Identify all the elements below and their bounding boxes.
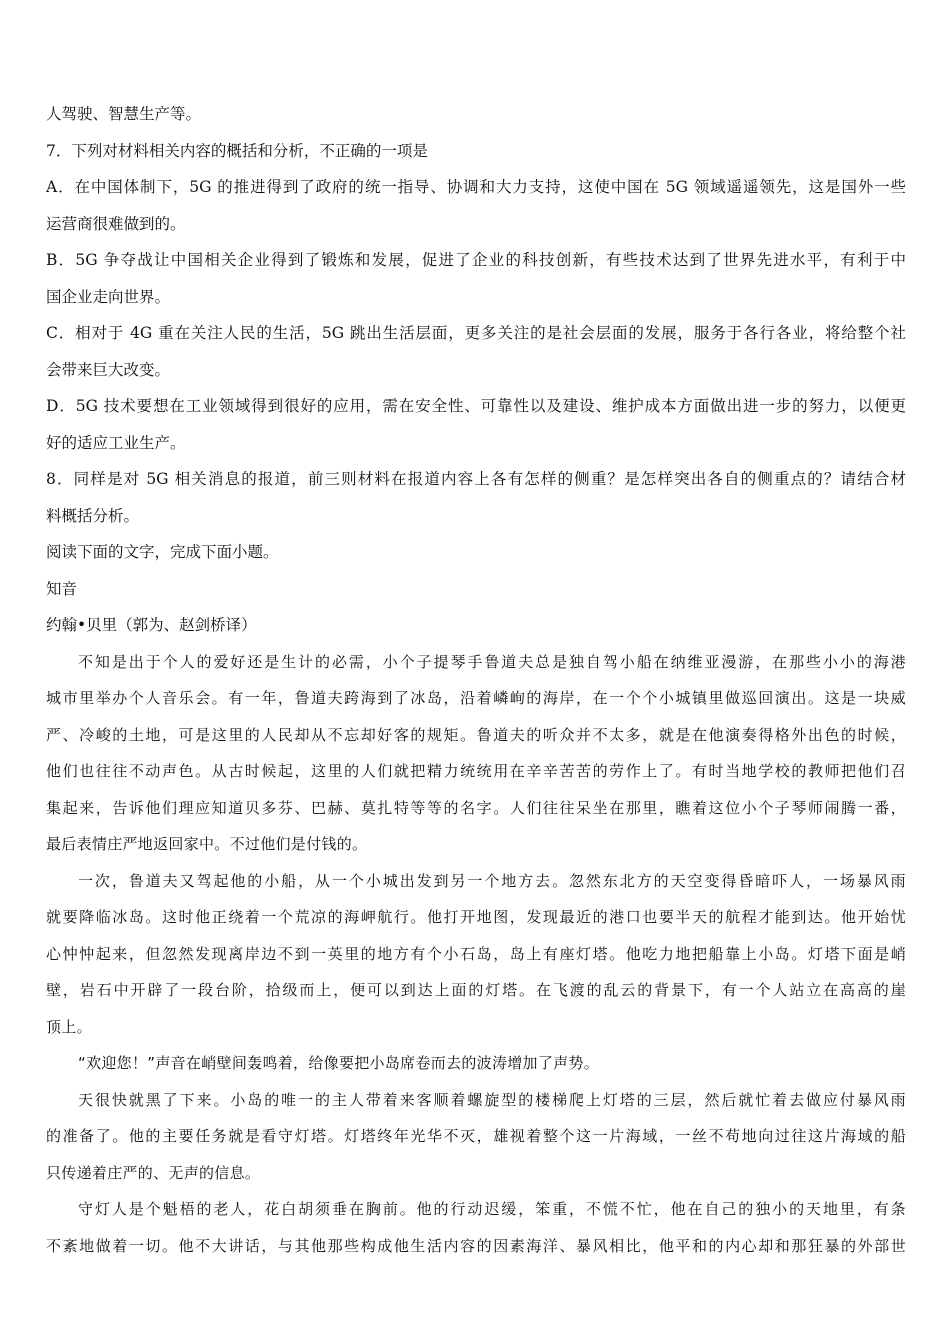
story-paragraph-1-line: 不知是出于个人的爱好还是生计的必需，小个子提琴手鲁道夫总是独自驾小船在纳维亚漫游，在那些小小的海港 [78,652,906,671]
story-paragraph-5-line: 守灯人是个魁梧的老人，花白胡须垂在胸前。他的行动迟缓，笨重，不慌不忙，他在自己的独小的天地里，有条 [78,1200,906,1218]
story-paragraph-4-line: 天很快就黑了下来。小岛的唯一的主人带着来客顺着螺旋型的楼梯爬上灯塔的三层，然后就忙着去做应付暴风雨 [78,1090,906,1109]
story-author: 约翰•贝里（郭为、赵剑桥译） [46,616,257,634]
document-page [46,96,906,1264]
story-paragraph-2-line: 壁，岩石中开辟了一段台阶，拾级而上，便可以到达上面的灯塔。在飞渡的乱云的背景下，有一个人站立在高高的崖 [46,981,906,999]
story-paragraph-2-line: 顶上。 [46,1017,92,1036]
option-d-line-2: 好的适应工业生产。 [46,433,186,452]
story-paragraph-1-line: 集起来，告诉他们理应知道贝多芬、巴赫、莫扎特等等的名字。人们往往呆坐在那里，瞧着这位小个子琴师闹腾一番， [46,798,906,817]
option-b-line-1: B．5G 争夺战让中国相关企业得到了锻炼和发展，促进了企业的科技创新，有些技术达到了世界先进水平，有利于中 [46,251,906,269]
story-paragraph-4-line: 只传递着庄严的、无声的信息。 [46,1163,261,1182]
story-paragraph-3: “欢迎您！”声音在峭壁间轰鸣着，给像要把小岛席卷而去的波涛增加了声势。 [78,1054,600,1072]
reading-instruction: 阅读下面的文字，完成下面小题。 [46,543,279,561]
story-paragraph-1-line: 他们也往往不动声色。从古时候起，这里的人们就把精力统统用在辛辛苦苦的劳作上了。有时当地学校的教师把他们召 [46,762,906,780]
story-paragraph-2-line: 心忡忡起来，但忽然发现离岸边不到一英里的地方有个小石岛，岛上有座灯塔。他吃力地把船靠上小岛。灯塔下面是峭 [46,944,906,963]
story-paragraph-2-line: 就要降临冰岛。这时他正绕着一个荒凉的海岬航行。他打开地图，发现最近的港口也要半天的航程才能到达。他开始忧 [46,908,906,926]
story-paragraph-2-line: 一次，鲁道夫又驾起他的小船，从一个小城出发到另一个地方去。忽然东北方的天空变得昏暗吓人，一场暴风雨 [78,871,906,890]
option-a-line-2: 运营商很难做到的。 [46,214,186,233]
option-b-line-2: 国企业走向世界。 [46,287,171,306]
intro-tail-text: 人驾驶、智慧生产等。 [46,105,202,123]
story-paragraph-4-line: 的准备了。他的主要任务就是看守灯塔。灯塔终年光华不灭，雄视着整个这一片海域，一丝不苟地向过往这片海域的船 [46,1127,906,1145]
story-paragraph-1-line: 城市里举办个人音乐会。有一年，鲁道夫跨海到了冰岛，沿着嶙峋的海岸，在一个个小城镇里做巡回演出。这是一块威 [46,689,906,707]
option-c-line-2: 会带来巨大改变。 [46,360,171,379]
story-paragraph-1-line: 严、冷峻的土地，可是这里的人民却从不忘却好客的规矩。鲁道夫的听众并不太多，就是在他演奏得格外出色的时候， [46,725,906,744]
story-title: 知音 [46,579,78,598]
question-8-line-2: 料概括分析。 [46,506,140,525]
story-paragraph-1-line: 最后表情庄严地返回家中。不过他们是付钱的。 [46,835,368,853]
option-c-line-1: C．相对于 4G 重在关注人民的生活，5G 跳出生活层面，更多关注的是社会层面的发展，服务于各行各业，将给整个社 [46,324,906,342]
story-paragraph-5-line: 不紊地做着一切。他不大讲话，与其他那些构成他生活内容的因素海洋、暴风相比，他平和的内心却和那狂暴的外部世 [46,1236,906,1255]
option-d-line-1: D．5G 技术要想在工业领域得到很好的应用，需在安全性、可靠性以及建设、维护成本方面做出进一步的努力，以便更 [46,397,906,415]
question-7-stem: 7．下列对材料相关内容的概括和分析，不正确的一项是 [46,141,428,160]
question-8-line-1: 8．同样是对 5G 相关消息的报道，前三则材料在报道内容上各有怎样的侧重？是怎样突出各自的侧重点的？请结合材 [46,470,906,488]
option-a-line-1: A．在中国体制下，5G 的推进得到了政府的统一指导、协调和大力支持，这使中国在 5G 领域遥遥领先，这是国外一些 [46,178,906,196]
